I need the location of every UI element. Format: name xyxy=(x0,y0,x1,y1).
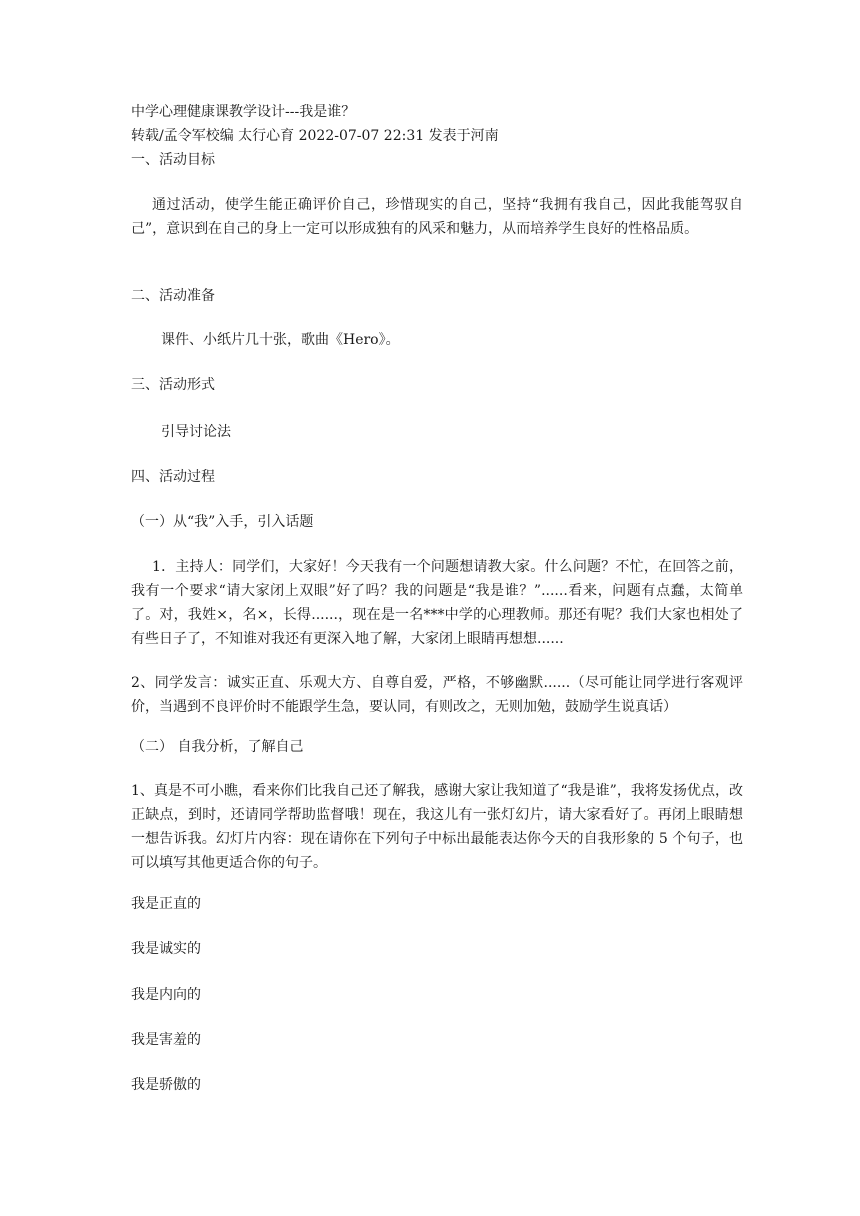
subheading-self-analysis: （二） 自我分析，了解自己 xyxy=(131,739,304,755)
paragraph-host: 1．主持人：同学们，大家好！今天我有一个问题想请教大家。什么问题？不忙，在回答之前，我有一个要求“请大家闭上双眼”好了吗？我的问题是“我是谁？”......看来，问题有点蠢，太简单了。对，我姓×，名×，长得......，现在是一名***中学的心理教师。那还有呢？我们大家也相处了有些日子了，不知谁对我还有更深入地了解，大家闭上眼睛再想想...... xyxy=(131,559,743,647)
document-title: 中学心理健康课教学设计---我是谁？ xyxy=(131,104,356,120)
paragraph-student-speech: 2、同学发言：诚实正直、乐观大方、自尊自爱，严格，不够幽默......（尽可能让同学进行客观评价，当遇到不良评价时不能跟学生急，要认同，有则改之，无则加勉，鼓励学生说真话） xyxy=(131,675,743,715)
section-heading-preparation: 二、活动准备 xyxy=(131,288,215,304)
list-item: 我是诚实的 xyxy=(131,941,201,957)
byline: 转载/孟令军校编 太行心育 2022-07-07 22:31 发表于河南 xyxy=(131,128,499,144)
section-heading-goals: 一、活动目标 xyxy=(131,152,215,168)
paragraph-goals: 通过活动，使学生能正确评价自己，珍惜现实的自己，坚持“我拥有我自己，因此我能驾驭自己”，意识到在自己的身上一定可以形成独有的风采和魅力，从而培养学生良好的性格品质。 xyxy=(131,197,743,237)
paragraph-form: 引导讨论法 xyxy=(161,424,231,440)
list-item: 我是内向的 xyxy=(131,987,201,1003)
paragraph-slide: 1、真是不可小瞧，看来你们比我自己还了解我，感谢大家让我知道了“我是谁”，我将发扬优点，改正缺点，到时，还请同学帮助监督哦！现在，我这儿有一张灯幻片，请大家看好了。再闭上眼睛想一想告诉我。幻灯片内容：现在请你在下列句子中标出最能表达你今天的自我形象的 5 个句子，也可以填写其他更适合你的句子。 xyxy=(131,783,743,871)
subheading-intro: （一）从“我”入手，引入话题 xyxy=(131,514,314,530)
section-heading-process: 四、活动过程 xyxy=(131,469,215,485)
section-heading-form: 三、活动形式 xyxy=(131,377,215,393)
paragraph-preparation: 课件、小纸片几十张，歌曲《Hero》。 xyxy=(161,332,400,348)
list-item: 我是害羞的 xyxy=(131,1032,201,1048)
list-item: 我是正直的 xyxy=(131,896,201,912)
list-item: 我是骄傲的 xyxy=(131,1077,201,1093)
